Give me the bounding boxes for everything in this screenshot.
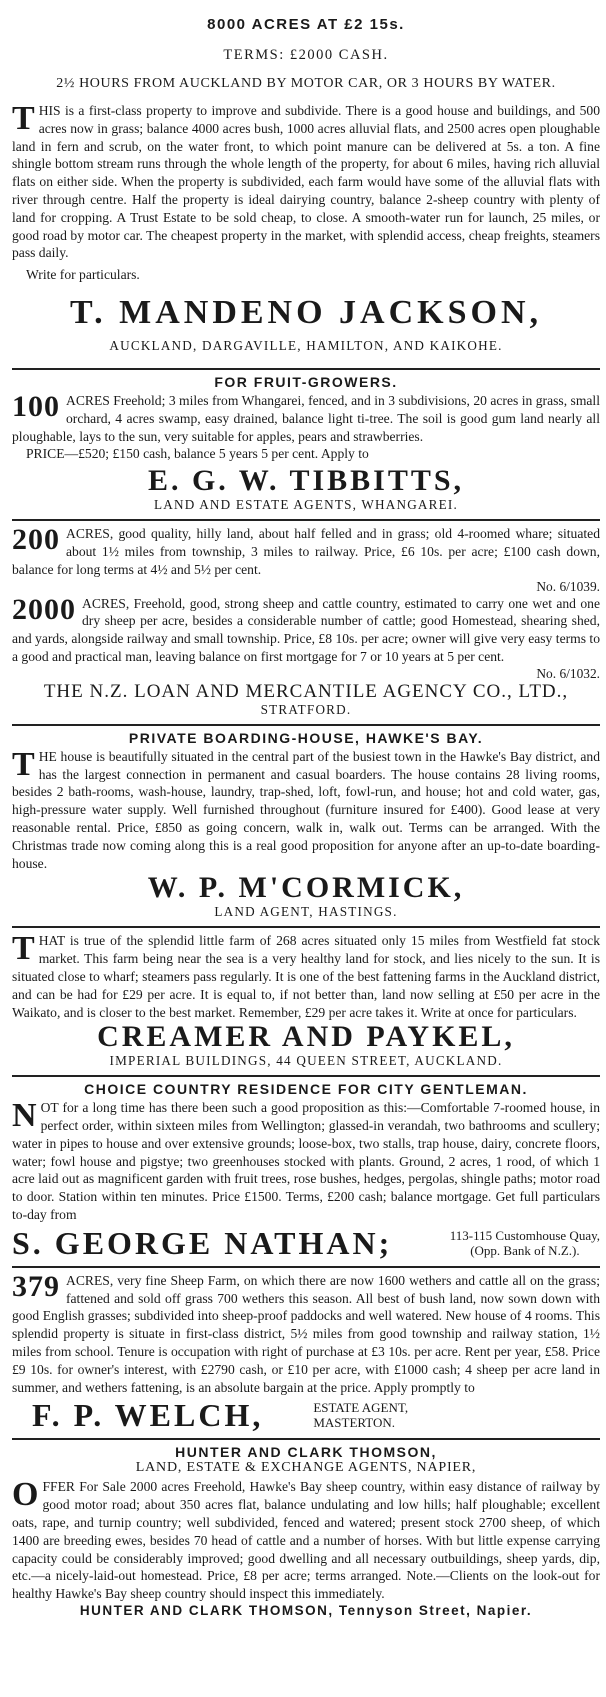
- acre-number: 100: [12, 389, 60, 423]
- agent-address: [450, 1228, 600, 1258]
- ad-body-text: HIS is a first-class property to improve and subdivide. There is a good house and buildings, and 500 acres now in grass; balance 4000 acres bush, 1000 acres alluvial flats, and 2500 acres open ploughable land in fern and scrub, on the water front, to which point manure can be delivered at 5s. a ton. A fine shingle bottom stream runs through the whole length of the property, for about 6 miles, having rich alluvial flats on either side. When the property is subdivided, each farm would have some of the alluvial flats with river through centre. Half the property is ideal dairying country, balance 2-sheep country with plenty of land for cropping. A Trust Estate to be sold cheap, to close. A smooth-water run for launch, 25 miles, or good road by motor car. The cheapest property in the market, with splendid access, cheap freights, steamers pass daily.: [12, 103, 600, 261]
- agent-locations: AUCKLAND, DARGAVILLE, HAMILTON, AND KAIKOHE.: [109, 337, 503, 353]
- listing-text: ACRES, Freehold, good, strong sheep and cattle country, estimated to carry one wet and one dry sheep per acre, besides a considerable number of cattle; good Homestead, shearing shed, and yards, alongside railway and small township. Price, £8 10s. per acre; owner will give very easy terms to a good and practical man, leaving balance on first mortgage for 7 or 10 years at 5 per cent.: [12, 595, 600, 664]
- drop-cap: T: [12, 100, 35, 137]
- ad-body: [12, 102, 600, 262]
- agent-name: W. P. M'CORMICK,: [147, 871, 465, 905]
- divider: [12, 1075, 600, 1077]
- ad-body-text: ACRES, very fine Sheep Farm, on which there are now 1600 wethers and cattle all on the grass; fattened and sold off grass 700 wethers this season. All best of bush land, now sown down with good English grasses; subdivided into sheep-proof paddocks and well watered. New house of 4 rooms. This splendid property is situate in first-class district, 5½ miles from good township and railway station, 1½ miles from school. Tenure is occupation with right of purchase at £3 10s. per acre. Rent per year, £58. Price £9 10s. for owner's interest, with £2790 cash, or £10 per acre, with £1000 cash; 4 sheep per acre land in summer, and wethers fattening, is an absolute bargain at the price. Apply promptly to: [12, 1272, 600, 1395]
- ad-title: 8000 ACRES AT £2 15s.: [207, 16, 405, 33]
- agent-address: [313, 1400, 408, 1430]
- ad-subheading: LAND, ESTATE & EXCHANGE AGENTS, NAPIER,: [135, 1460, 477, 1476]
- ad-creamer-paykel: [12, 932, 600, 1069]
- listing-ref: No. 6/1032.: [536, 665, 600, 681]
- address-line: MASTERTON.: [313, 1415, 396, 1431]
- ad-mandeno-jackson: [12, 16, 600, 354]
- agent-name: E. G. W. TIBBITTS,: [147, 464, 465, 498]
- agent-subtitle: LAND AND ESTATE AGENTS, WHANGAREI.: [154, 497, 458, 513]
- agent-name: S. GEORGE NATHAN;: [12, 1224, 393, 1261]
- agent-subtitle: IMPERIAL BUILDINGS, 44 QUEEN STREET, AUCKLAND.: [109, 1053, 503, 1069]
- ad-body: [12, 389, 600, 445]
- agent-name: THE N.Z. LOAN AND MERCANTILE AGENCY CO., LTD.,: [43, 680, 569, 702]
- ad-body-text: ACRES Freehold; 3 miles from Whangarei, fenced, and in 3 subdivisions, 20 acres in grass, small orchard, 4 acres swamp, easy drained, balance light ti-tree. The soil is good gum land nearly all ploughable, lays to the sun, very suitable for apples, pears and strawberries.: [12, 392, 600, 444]
- address-line: 113-115 Customhouse Quay,: [449, 1227, 600, 1243]
- agent-row: [12, 1398, 600, 1432]
- ad-listing-2: [12, 592, 600, 666]
- divider: [12, 926, 600, 928]
- ad-body-text: HE house is beautifully situated in the central part of the busiest town in the Hawke's Bay district, and has the largest connection in permanent and casual boarders. The house contains 28 living rooms, besides 2 bath-rooms, wash-house, laundry, trap-shed, loft, fowl-run, and house; hot and cold water, gas, high-pressure water supply. Well furnished throughout (furniture insured for £400). Good lease at very reasonable rental. Price, £850 as going concern, walk in, walk out. Terms can be arranged. With the Christmas trade now coming along this is a real good proposition for anyone after an up-to-date boarding-house.: [12, 748, 600, 871]
- ad-heading: PRIVATE BOARDING-HOUSE, HAWKE'S BAY.: [128, 729, 484, 746]
- listing-text: ACRES, good quality, hilly land, about half felled and in grass; old 4-roomed whare; situated about 1½ miles from township, 3 miles to railway. Price, £6 10s. per acre; £100 cash down, balance for long terms at 4½ and 5½ per cent.: [12, 526, 600, 577]
- ad-write: Write for particulars.: [26, 267, 140, 283]
- ad-george-nathan: [12, 1081, 600, 1260]
- drop-cap: N: [12, 1097, 37, 1135]
- ad-body-text: FFER For Sale 2000 acres Freehold, Hawke's Bay sheep country, within easy distance of railway by good motor road; about 350 acres flat, balance undulating and low hills; half ploughable; excellent oats, rape, and turnip country; well subdivided, fenced and watered; present stock 2700 sheep, of which 1400 are breeding ewes, besides 70 head of cattle and a number of horses. With but little expense carrying capacity could be considerably improved; good dwelling and all necessary outbuildings, sheep yards, dip, etc.—a nicely-laid-out homestead. Price, £8 per acre; terms arranged. Note.—Clients on the look-out for healthy Hawke's Bay sheep country should inspect this immediately.: [12, 1479, 600, 1602]
- address-line: ESTATE AGENT,: [313, 1400, 409, 1416]
- drop-cap: T: [12, 930, 35, 968]
- ad-hours: 2½ HOURS FROM AUCKLAND BY MOTOR CAR, OR 3 HOURS BY WATER.: [56, 76, 556, 91]
- drop-cap: T: [12, 745, 35, 783]
- ad-body-text: OT for a long time has there been such a good proposition as this:—Comfortable 7-roomed house, in perfect order, within sixteen miles from Wellington; glassed-in verandah, two bathrooms and scullery; water in pipes to house and over extensive grounds; loose-box, two stalls, trap house, dairy, concrete floors, water; fowl house and pigstye; two greenhouses stocked with plants. Ground, 2 acres, 1 rood, of which 1 acre laid out as magnificent garden with fruit trees, rose bushes, hedges, pergolas, shingle paths; motor road to door. Station within ten minutes. Price £1500. Terms, £200 cash; balance mortgage. Get full particulars to-day from: [12, 1100, 600, 1223]
- agent-name: T. MANDENO JACKSON,: [69, 293, 543, 331]
- ad-heading: CHOICE COUNTRY RESIDENCE FOR CITY GENTLEMAN.: [84, 1081, 528, 1098]
- address-line: (Opp. Bank of N.Z.).: [470, 1242, 580, 1258]
- ad-nz-loan: [12, 525, 600, 718]
- ad-body: [12, 932, 600, 1021]
- ad-body-text: HAT is true of the splendid little farm of 268 acres situated only 15 miles from Westfield fat stock market. This farm being near the sea is a very healthy land for stock, and lies nicely to the sun. It is situated close to wharf; steamers pass regularly. It is one of the best fattening farms in the Auckland district, and can be had for £29 per acre. It is equal to, if not better than, land now selling at £50 per acre in the Waikato, and is closer to the best market. Remember, £29 per acre takes it. Write at once for particulars.: [12, 933, 600, 1020]
- ad-body: [12, 1099, 600, 1224]
- agent-subtitle: LAND AGENT, HASTINGS.: [214, 904, 398, 920]
- agent-name: F. P. WELCH,: [32, 1397, 264, 1434]
- acre-number: 2000: [12, 592, 76, 626]
- agent-name: CREAMER AND PAYKEL,: [97, 1020, 515, 1054]
- classified-page: [12, 0, 600, 1618]
- ad-tibbitts: [12, 374, 600, 513]
- ad-terms: TERMS: £2000 CASH.: [223, 47, 389, 63]
- ad-listing-1: [12, 525, 600, 578]
- divider: [12, 368, 600, 370]
- ad-footer: HUNTER AND CLARK THOMSON, Tennyson Street, Napier.: [79, 1603, 533, 1619]
- agent-subtitle: STRATFORD.: [260, 701, 352, 717]
- listing-ref: No. 6/1039.: [536, 578, 600, 594]
- ad-mccormick: [12, 730, 600, 921]
- ad-body: [12, 745, 600, 873]
- acre-number: 379: [12, 1269, 60, 1303]
- divider: [12, 1438, 600, 1440]
- ad-body: [12, 1478, 600, 1603]
- divider: [12, 724, 600, 726]
- ad-heading: FOR FRUIT-GROWERS.: [214, 373, 398, 390]
- ad-hunter-clark-thomson: [12, 1444, 600, 1618]
- ad-welch: [12, 1269, 600, 1434]
- agent-row: [12, 1226, 600, 1260]
- divider: [12, 519, 600, 521]
- ad-body: [12, 1269, 600, 1397]
- ad-price: PRICE—£520; £150 cash, balance 5 years 5 per cent. Apply to: [26, 446, 369, 462]
- ad-heading: HUNTER AND CLARK THOMSON,: [175, 1444, 437, 1461]
- drop-cap: O: [12, 1476, 39, 1514]
- acre-number: 200: [12, 523, 60, 557]
- divider: [12, 1266, 600, 1268]
